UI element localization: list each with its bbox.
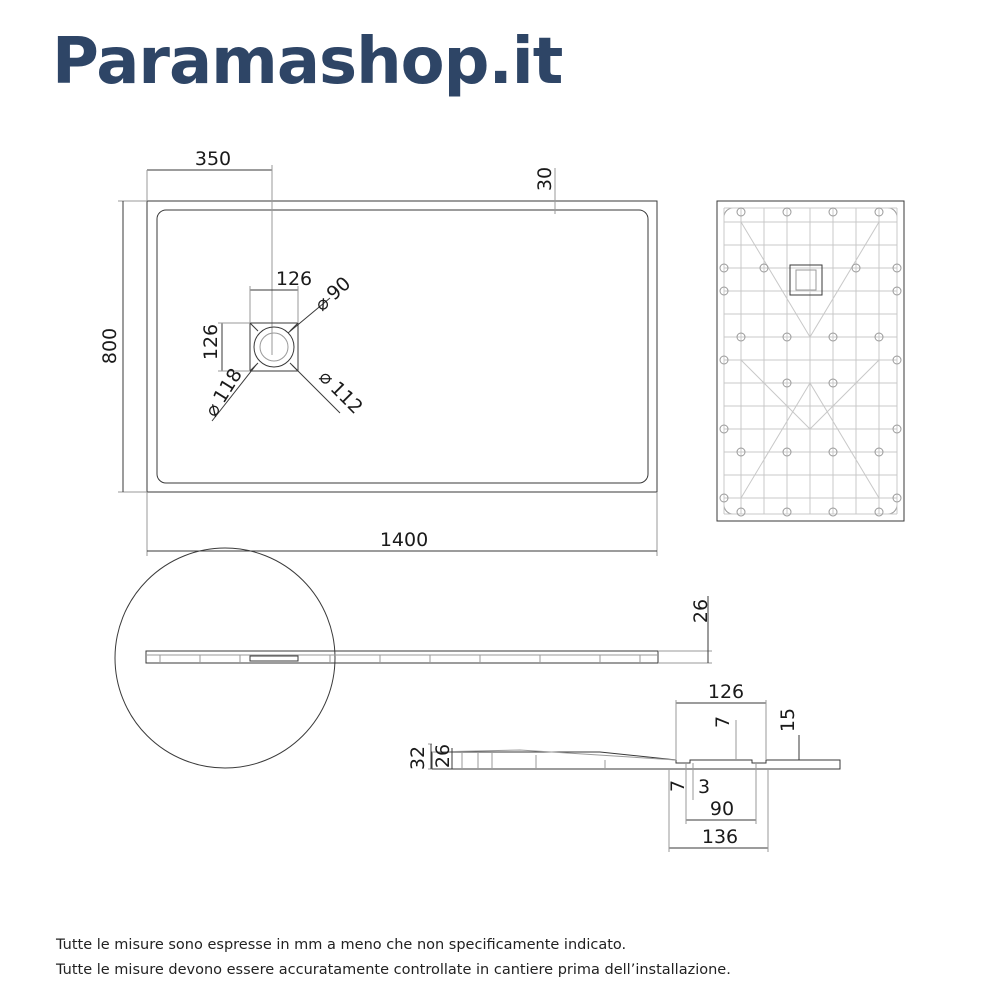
top-view	[99, 148, 657, 556]
grid-diag-4	[810, 383, 879, 498]
grid-diag-5	[741, 360, 810, 429]
diameter-90-label: 90	[322, 272, 356, 306]
section-profile	[432, 752, 840, 769]
bottom-drain-inner	[796, 270, 816, 290]
diameter-112-label: 112	[325, 377, 367, 419]
side-profile	[146, 651, 658, 663]
diameter-118-symbol: ⌀	[200, 399, 226, 421]
drain-box-width-label: 126	[275, 268, 313, 290]
notes	[56, 933, 731, 983]
height-label: 800	[99, 327, 121, 365]
drain-offset-label: 350	[194, 148, 232, 170]
left-offset-label: 7	[667, 779, 689, 793]
drain-width-label: 126	[707, 681, 745, 703]
tray-outline	[147, 201, 657, 492]
width-label: 1400	[379, 529, 429, 551]
total-height-label: 32	[407, 745, 429, 771]
grid-diag-6	[810, 360, 879, 429]
inner-drain-label: 90	[709, 798, 735, 820]
rim-height-label: 15	[777, 707, 799, 733]
rim-label: 30	[534, 166, 556, 192]
side-ribs	[160, 655, 640, 663]
bottom-view	[717, 201, 904, 521]
body-height-label: 26	[432, 743, 454, 769]
side-view	[115, 548, 712, 771]
diameter-118-label: 118	[209, 364, 247, 408]
grid-diag-1	[741, 222, 810, 337]
drain-circle-inner	[260, 333, 288, 361]
brand-logo: Paramashop.it	[52, 25, 563, 99]
diameter-112-symbol: ⌀	[314, 365, 339, 390]
note-line-1: Tutte le misure sono espresse in mm a meno che non specificamente indicato.	[56, 937, 627, 953]
section-detail	[407, 681, 840, 852]
side-drain	[250, 656, 298, 661]
drain-box-height-label: 126	[200, 323, 222, 361]
tray-inner-basin	[157, 210, 648, 483]
outer-drain-label: 136	[701, 826, 739, 848]
drain-corner-1	[250, 323, 258, 331]
note-line-2: Tutte le misure devono essere accuratamente controllate in cantiere prima dell’installazione.	[56, 962, 731, 978]
grid-diag-3	[741, 383, 810, 498]
detail-zoom-circle	[115, 548, 335, 768]
gap-label: 3	[697, 776, 711, 798]
diameter-90-annotation	[311, 272, 356, 315]
bottom-view-grid	[720, 208, 901, 516]
diameter-112-annotation	[314, 366, 367, 419]
side-thickness-label: 26	[690, 598, 712, 624]
diameter-90-symbol: ⌀	[310, 291, 334, 316]
diameter-118-annotation	[201, 365, 247, 421]
grid-diag-2	[810, 222, 879, 337]
lip-label: 7	[712, 715, 734, 729]
